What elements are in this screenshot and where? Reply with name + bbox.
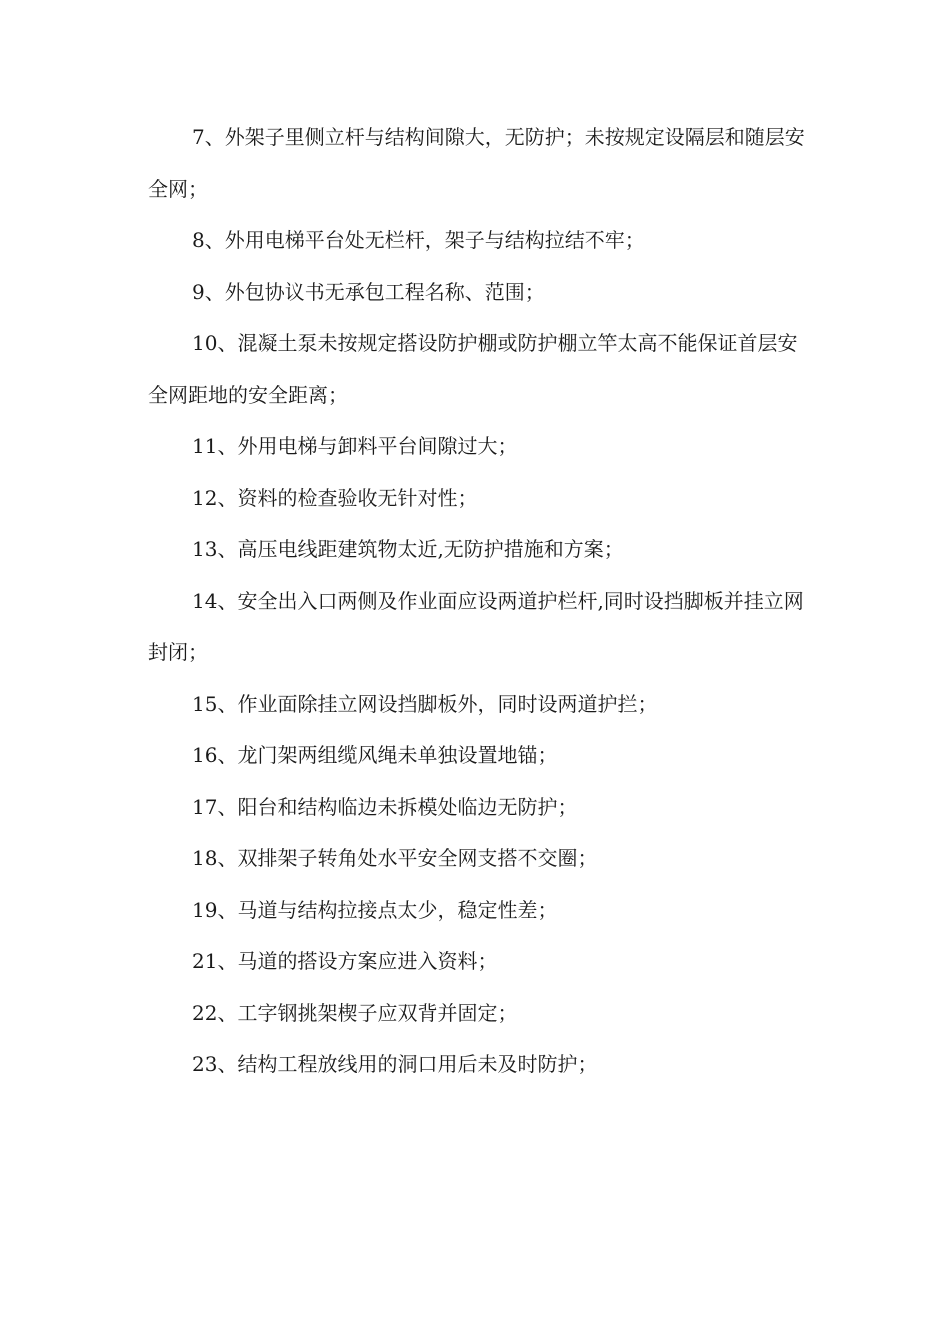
list-item: 12、资料的检查验收无针对性；: [192, 485, 478, 510]
list-item: 16、龙门架两组缆风绳未单独设置地锚；: [192, 743, 558, 767]
list-item: 13、高压电线距建筑物太近,无防护措施和方案；: [192, 537, 624, 561]
document-body: [148, 112, 808, 1091]
list-item: 9、外包协议书无承包工程名称、范围；: [192, 279, 545, 304]
list-item: 22、工字钢挑架楔子应双背并固定；: [192, 1000, 518, 1025]
list-item: 11、外用电梯与卸料平台间隙过大；: [192, 434, 518, 458]
list-item: 23、结构工程放线用的洞口用后未及时防护；: [192, 1052, 598, 1076]
list-item: 8、外用电梯平台处无栏杆，架子与结构拉结不牢；: [192, 228, 645, 252]
list-item: 19、马道与结构拉接点太少，稳定性差；: [192, 897, 558, 922]
list-item: 10、混凝土泵未按规定搭设防护棚或防护棚立竿太高不能保证首层安全网距地的安全距离；: [148, 331, 798, 407]
list-item: 18、双排架子转角处水平安全网支搭不交圈；: [192, 846, 598, 870]
list-item: 7、外架子里侧立杆与结构间隙大，无防护；未按规定设隔层和随层安全网；: [148, 125, 805, 201]
list-item: 14、安全出入口两侧及作业面应设两道护栏杆,同时设挡脚板并挂立网封闭；: [148, 588, 804, 664]
list-item: 15、作业面除挂立网设挡脚板外，同时设两道护拦；: [192, 691, 658, 716]
list-item: 21、马道的搭设方案应进入资料；: [192, 949, 498, 973]
list-item: 17、阳台和结构临边未拆模处临边无防护；: [192, 794, 578, 819]
